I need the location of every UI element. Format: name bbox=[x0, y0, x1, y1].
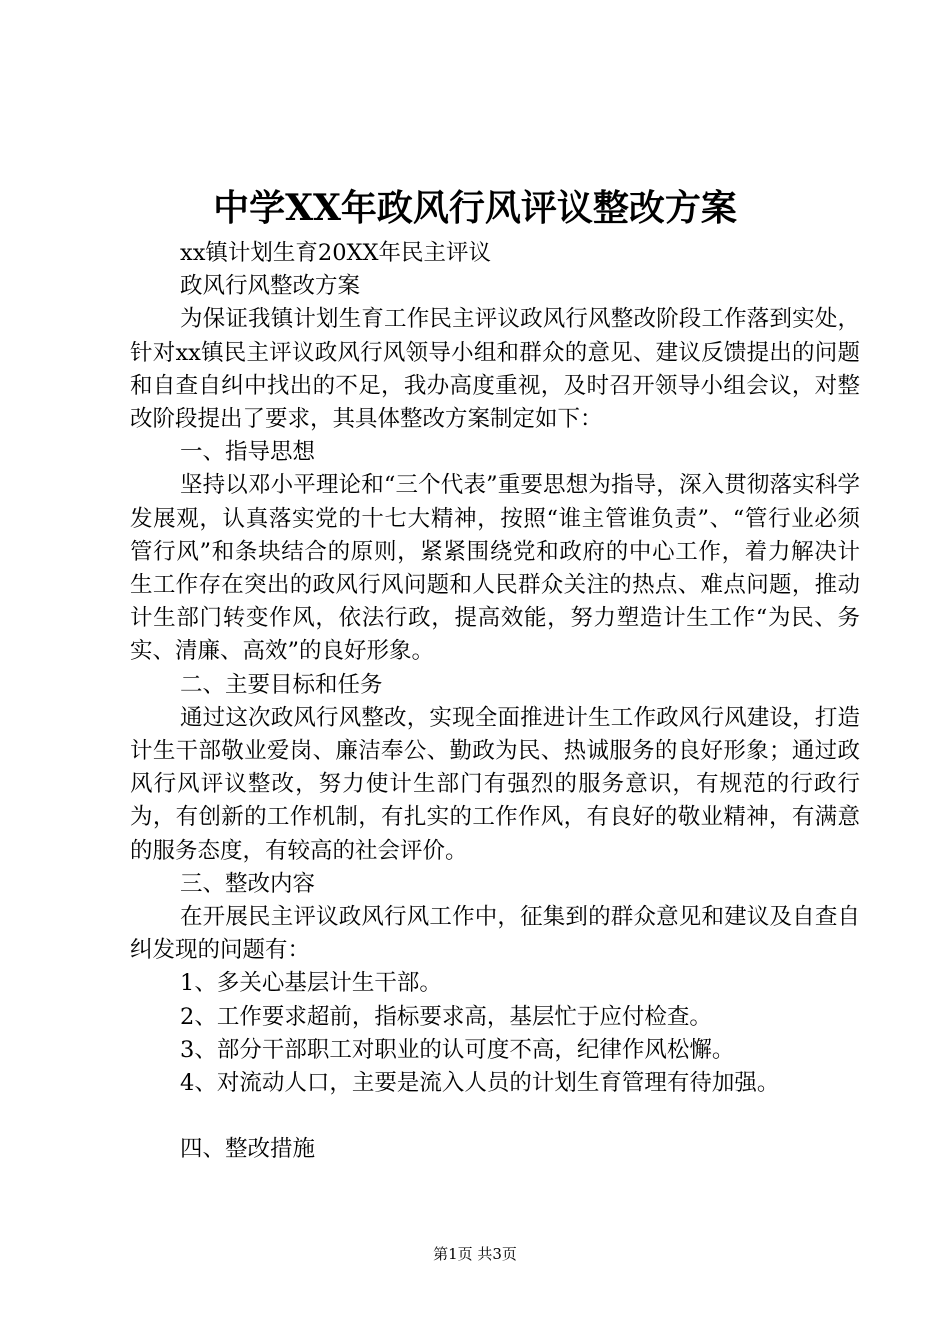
section-heading-goals: 二、主要目标和任务 bbox=[180, 671, 383, 698]
list-item: 4、对流动人口，主要是流入人员的计划生育管理有待加强。 bbox=[180, 1070, 780, 1097]
list-item: 1、多关心基层计生干部。 bbox=[180, 970, 442, 997]
document-title: 中学XX年政风行风评议整改方案 bbox=[213, 187, 737, 229]
paragraph-goals: 通过这次政风行风整改，实现全面推进计生工作政风行风建设，打造计生干部敬业爱岗、廉洁奉公、勤政为民、热诚服务的良好形象；通过政风行风评议整改，努力使计生部门有强烈的服务意识，有规范的行政行为，有创新的工作机制，有扎实的工作作风，有良好的敬业精神，有满意的服务态度，有较高的社会评价。 bbox=[130, 704, 860, 864]
list-item: 2、工作要求超前，指标要求高，基层忙于应付检查。 bbox=[180, 1003, 712, 1030]
page-footer: 第1页 共3页 bbox=[433, 1245, 517, 1263]
list-item: 3、部分干部职工对职业的认可度不高，纪律作风松懈。 bbox=[180, 1036, 735, 1063]
paragraph-content: 在开展民主评议政风行风工作中，征集到的群众意见和建议及自查自纠发现的问题有： bbox=[130, 904, 860, 964]
paragraph-heading-line-2: 政风行风整改方案 bbox=[180, 273, 361, 300]
paragraph-heading-line-1: xx镇计划生育20XX年民主评议 bbox=[180, 240, 492, 266]
paragraph-guiding-thought: 坚持以邓小平理论和“三个代表”重要思想为指导，深入贯彻落实科学发展观，认真落实党的十七大精神，按照“谁主管谁负责”、“管行业必须管行风”和条块结合的原则，紧紧围绕党和政府的中心工作，着力解决计生工作存在突出的政风行风问题和人民群众关注的热点、难点问题，推动计生部门转变作风，依法行政，提高效能，努力塑造计生工作“为民、务实、清廉、高效”的良好形象。 bbox=[130, 472, 860, 665]
section-heading-content: 三、整改内容 bbox=[180, 870, 316, 897]
section-heading-measures: 四、整改措施 bbox=[180, 1136, 316, 1163]
paragraph-intro: 为保证我镇计划生育工作民主评议政风行风整改阶段工作落到实处，针对xx镇民主评议政风行风领导小组和群众的意见、建议反馈提出的问题和自查自纠中找出的不足，我办高度重视，及时召开领导小组会议，对整改阶段提出了要求，其具体整改方案制定如下： bbox=[130, 306, 860, 433]
blank-line bbox=[130, 1100, 860, 1133]
section-heading-guiding-thought: 一、指导思想 bbox=[180, 439, 316, 466]
document-body bbox=[130, 237, 860, 1166]
